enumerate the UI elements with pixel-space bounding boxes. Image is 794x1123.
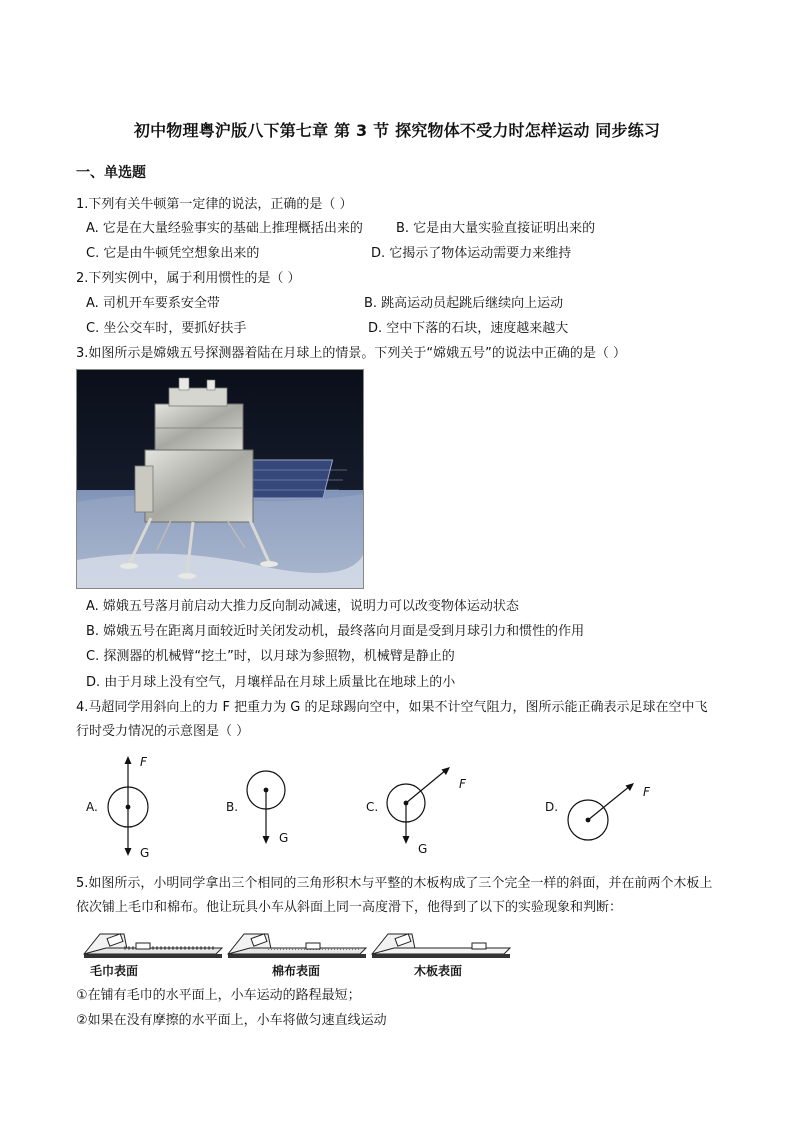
force-diagram-c [380,766,460,850]
lunar-lander-photo [76,369,364,589]
question-1-option-a[interactable]: A. 它是在大量经验事实的基础上推理概括出来的 [86,221,363,236]
question-4-stem: 4.马超同学用斜向上的力 F 把重力为 G 的足球踢向空中，如果不计空气阻力，图所示能正确表示足球在空中飞行时受力情况的示意图是（ ） [76,700,708,739]
force-label-g: G [418,842,428,856]
surface-label-towel: 毛巾表面 [90,964,139,978]
surface-label-cotton: 棉布表面 [272,964,321,978]
force-label-f: F [140,755,147,769]
question-2-option-b[interactable]: B. 跳高运动员起跳后继续向上运动 [364,296,564,311]
option-d-label[interactable]: D. [545,800,559,814]
surface-label-wood: 木板表面 [414,964,463,978]
force-label-f: F [643,785,650,799]
option-b-label[interactable]: B. [226,800,239,814]
question-1-option-c[interactable]: C. 它是由牛顿凭空想象出来的 [86,246,260,261]
question-2-stem: 2.下列实例中，属于利用惯性的是（ ） [76,271,301,286]
question-5-stem: 5.如图所示，小明同学拿出三个相同的三角形积木与平整的木板构成了三个完全一样的斜面，并在前两个木板上依次铺上毛巾和棉布。他让玩具小车从斜面上同一高度滑下，他得到了以下的实验现象和判断： [76,876,713,915]
force-label-f: F [459,777,466,791]
question-5-statement-1: ①在铺有毛巾的水平面上，小车运动的路程最短； [76,988,361,1003]
question-5-statement-2: ②如果在没有摩擦的水平面上，小车将做匀速直线运动 [76,1013,387,1028]
question-1-option-d[interactable]: D. 它揭示了物体运动需要力来维持 [371,246,572,261]
question-3-option-d[interactable]: D. 由于月球上没有空气，月壤样品在月球上质量比在地球上的小 [86,675,456,690]
question-3-option-a[interactable]: A. 嫦娥五号落月前启动大推力反向制动减速，说明力可以改变物体运动状态 [86,599,519,614]
section-heading: 一、单选题 [76,165,146,181]
question-3-option-c[interactable]: C. 探测器的机械臂“挖土”时，以月球为参照物，机械臂是静止的 [86,649,455,664]
page-title: 初中物理粤沪版八下第七章 第 3 节 探究物体不受力时怎样运动 同步练习 [133,121,661,140]
force-diagram-d [562,774,642,844]
incline-experiment-figure [76,924,512,980]
option-c-label[interactable]: C. [366,800,379,814]
option-a-label[interactable]: A. [86,800,98,814]
question-2-option-d[interactable]: D. 空中下落的石块，速度越来越大 [368,321,569,336]
force-label-g: G [140,846,150,860]
question-2-option-a[interactable]: A. 司机开车要系安全带 [86,296,220,311]
force-label-g: G [279,831,289,845]
question-3-stem: 3.如图所示是嫦娥五号探测器着陆在月球上的情景。下列关于“嫦娥五号”的说法中正确的是（ ） [76,346,627,361]
force-diagram-a [104,752,164,864]
question-1-stem: 1.下列有关牛顿第一定律的说法，正确的是（ ） [76,197,353,212]
question-3-option-b[interactable]: B. 嫦娥五号在距离月面较近时关闭发动机，最终落向月面是受到月球引力和惯性的作用 [86,624,585,639]
question-2-option-c[interactable]: C. 坐公交车时，要抓好扶手 [86,321,247,336]
question-1-option-b[interactable]: B. 它是由大量实验直接证明出来的 [396,221,596,236]
